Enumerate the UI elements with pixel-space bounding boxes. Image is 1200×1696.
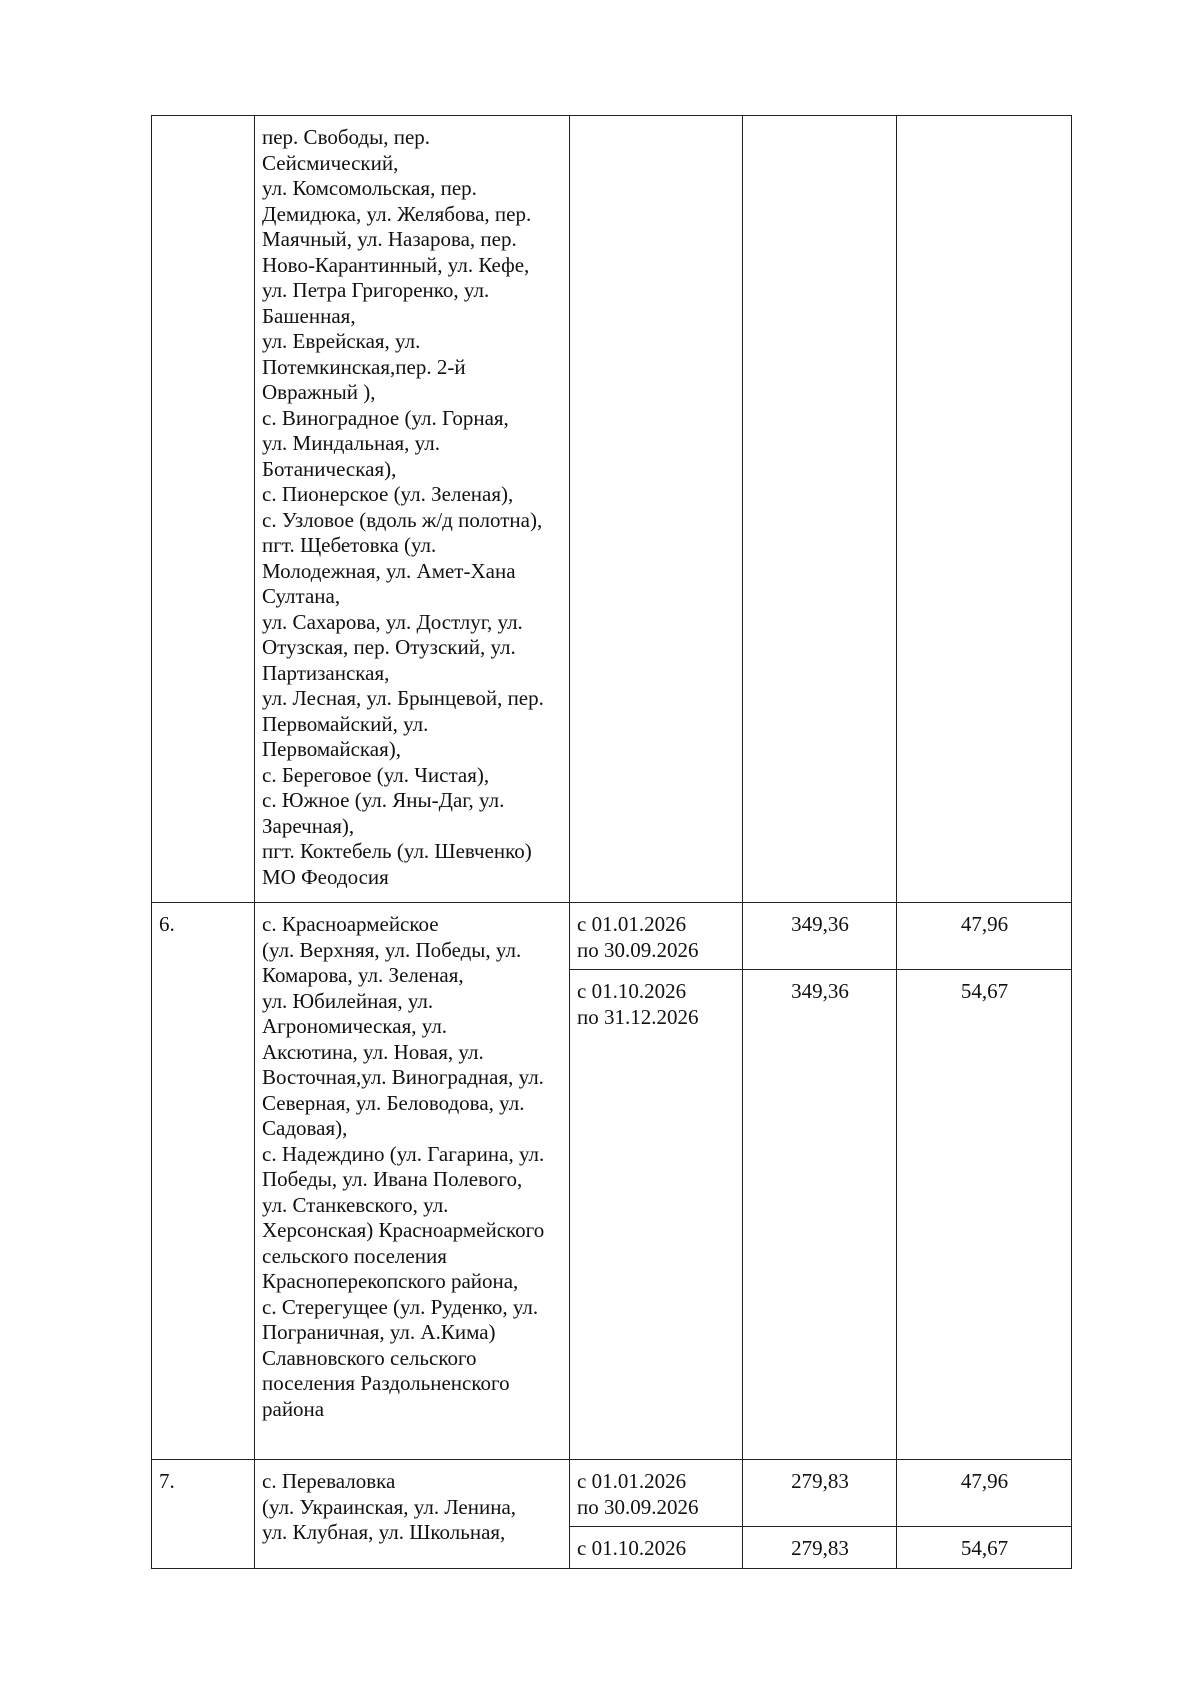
value1-cell: 349,36	[743, 903, 897, 970]
value1-cell	[743, 116, 897, 903]
value1-cell: 279,83	[743, 1527, 897, 1569]
tariff-table	[151, 115, 1072, 1569]
value1-cell: 349,36	[743, 970, 897, 1460]
value2-cell: 47,96	[897, 1460, 1072, 1527]
period-cell	[570, 116, 743, 903]
value2-cell: 54,67	[897, 1527, 1072, 1569]
address-cell: пер. Свободы, пер. Сейсмический, ул. Комсомольская, пер. Демидюка, ул. Желябова, пер. Маячный, ул. Назарова, пер. Ново-Карантинный, ул. Кефе, ул. Петра Григоренко, ул. Башенная, ул. Еврейская, ул. Потемкинская,пер. 2-й Овражный ), с. Виноградное (ул. Горная, ул. Миндальная, ул. Ботаническая), с. Пионерское (ул. Зеленая), с. Узловое (вдоль ж/д полотна), пгт. Щебетовка (ул. Молодежная, ул. Амет-Хана Султана, ул. Сахарова, ул. Достлуг, ул. Отузская, пер. Отузский, ул. Партизанская, ул. Лесная, ул. Брынцевой, пер. Первомайский, ул. Первомайская), с. Береговое (ул. Чистая), с. Южное (ул. Яны-Даг, ул. Заречная), пгт. Коктебель (ул. Шевченко) МО Феодосия	[255, 116, 570, 903]
row-number-cell	[152, 116, 255, 903]
period-cell: с 01.10.2026 по 31.12.2026	[570, 970, 743, 1460]
address-cell: с. Красноармейское (ул. Верхняя, ул. Победы, ул. Комарова, ул. Зеленая, ул. Юбилейная, ул. Агрономическая, ул. Аксютина, ул. Новая, ул. Восточная,ул. Виноградная, ул. Северная, ул. Беловодова, ул. Садовая), с. Надеждино (ул. Гагарина, ул. Победы, ул. Ивана Полевого, ул. Станкевского, ул. Херсонская) Красноармейского сельского поселения Красноперекопского района, с. Стерегущее (ул. Руденко, ул. Пограничная, ул. А.Кима) Славновского сельского поселения Раздольненского района	[255, 903, 570, 1460]
address-cell: с. Переваловка (ул. Украинская, ул. Ленина, ул. Клубная, ул. Школьная,	[255, 1460, 570, 1569]
value2-cell	[897, 116, 1072, 903]
table-row	[152, 1460, 1072, 1527]
row-number-cell: 6.	[152, 903, 255, 1460]
table-row-continued	[152, 116, 1072, 903]
period-cell: с 01.01.2026 по 30.09.2026	[570, 1460, 743, 1527]
period-cell: с 01.10.2026	[570, 1527, 743, 1569]
row-number-cell: 7.	[152, 1460, 255, 1569]
period-cell: с 01.01.2026 по 30.09.2026	[570, 903, 743, 970]
table-row	[152, 903, 1072, 970]
value1-cell: 279,83	[743, 1460, 897, 1527]
value2-cell: 54,67	[897, 970, 1072, 1460]
value2-cell: 47,96	[897, 903, 1072, 970]
